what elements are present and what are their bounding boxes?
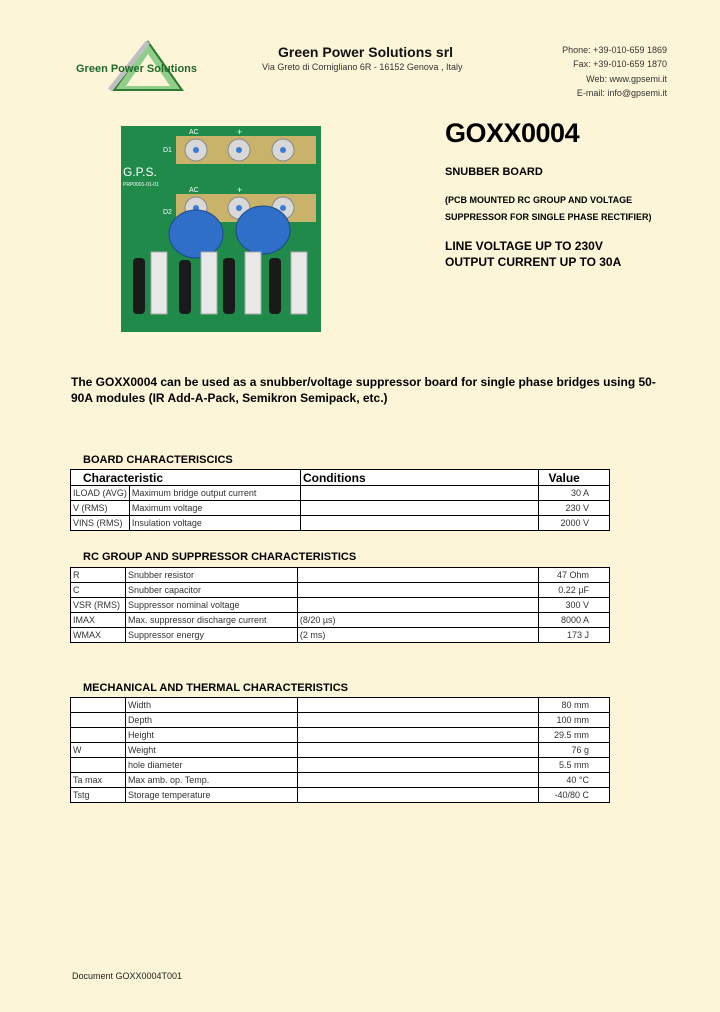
header-value: Value — [539, 470, 610, 486]
cell-symbol: Ta max — [71, 773, 126, 788]
cell-cond — [297, 568, 538, 583]
label-d2: D2 — [163, 209, 172, 216]
table-row — [71, 516, 610, 531]
cell-desc: Depth — [125, 713, 297, 728]
cell-cond — [297, 758, 538, 773]
table-row — [71, 743, 610, 758]
cell-cond: (8/20 µs) — [297, 613, 538, 628]
board-table — [70, 469, 610, 531]
cell-value: 29.5 mm — [539, 728, 610, 743]
cell-symbol: R — [71, 568, 126, 583]
desc-line-2: SUPPRESSOR FOR SINGLE PHASE RECTIFIER) — [445, 212, 652, 222]
table-row — [71, 788, 610, 803]
table-row — [71, 486, 610, 501]
cell-symbol: IMAX — [71, 613, 126, 628]
company-address: Via Greto di Cornigliano 6R - 16152 Genova , Italy — [262, 62, 463, 72]
cell-cond — [297, 713, 538, 728]
cell-desc: Width — [125, 698, 297, 713]
cell-cond — [297, 788, 538, 803]
cell-desc: Maximum voltage — [129, 501, 300, 516]
table-row — [71, 613, 610, 628]
cell-symbol: WMAX — [71, 628, 126, 643]
cell-symbol: ILOAD (AVG) — [71, 486, 130, 501]
label-plus-1: + — [237, 127, 243, 137]
cell-symbol: VSR (RMS) — [71, 598, 126, 613]
email[interactable]: E-mail: info@gpsemi.it — [576, 88, 667, 99]
cell-value: 76 g — [539, 743, 610, 758]
cell-value: 30 A — [539, 486, 610, 501]
cell-cond — [300, 516, 538, 531]
label-ac-1: AC — [189, 129, 199, 136]
cell-desc: hole diameter — [125, 758, 297, 773]
rc-table — [70, 567, 610, 643]
cell-value: 2000 V — [539, 516, 610, 531]
document-id: Document GOXX0004T001 — [72, 971, 183, 981]
table-row — [71, 598, 610, 613]
cell-symbol: VINS (RMS) — [71, 516, 130, 531]
header-conditions: Conditions — [300, 470, 538, 486]
phone: Phone: +39-010-659 1869 — [562, 45, 667, 55]
cell-desc: Max amb. op. Temp. — [125, 773, 297, 788]
cell-cond — [300, 501, 538, 516]
cell-desc: Snubber capacitor — [125, 583, 297, 598]
logo-text: Green Power Solutions — [76, 63, 198, 75]
desc-line-1: (PCB MOUNTED RC GROUP AND VOLTAGE — [445, 195, 633, 205]
rc-section-title: RC GROUP AND SUPPRESSOR CHARACTERISTICS — [83, 551, 357, 563]
cell-value: 80 mm — [539, 698, 610, 713]
table-row — [71, 501, 610, 516]
cell-desc: Suppressor energy — [125, 628, 297, 643]
board-section-title: BOARD CHARACTERISCICS — [83, 454, 233, 466]
cell-value: 0.22 µF — [539, 583, 610, 598]
table-row — [71, 568, 610, 583]
cell-value: 47 Ohm — [539, 568, 610, 583]
label-plus-2: + — [237, 185, 243, 195]
cell-symbol: V (RMS) — [71, 501, 130, 516]
table-row — [71, 728, 610, 743]
table-row — [71, 713, 610, 728]
header-characteristic: Characteristic — [71, 470, 301, 486]
cell-value: 5.5 mm — [539, 758, 610, 773]
cell-value: 40 °C — [539, 773, 610, 788]
cell-desc: Insulation voltage — [129, 516, 300, 531]
cell-desc: Max. suppressor discharge current — [125, 613, 297, 628]
cell-value: 8000 A — [539, 613, 610, 628]
cell-cond — [297, 583, 538, 598]
cell-desc: Snubber resistor — [125, 568, 297, 583]
label-part: PRP0001-01-01 — [123, 182, 159, 188]
label-ac-2: AC — [189, 187, 199, 194]
cell-value: 300 V — [539, 598, 610, 613]
cell-symbol: Tstg — [71, 788, 126, 803]
table-row — [71, 698, 610, 713]
web[interactable]: Web: www.gpsemi.it — [586, 73, 667, 84]
cell-symbol — [71, 758, 126, 773]
cell-value: 100 mm — [539, 713, 610, 728]
cell-symbol — [71, 698, 126, 713]
cell-value: -40/80 C — [539, 788, 610, 803]
cell-desc: Weight — [125, 743, 297, 758]
cell-cond — [300, 486, 538, 501]
table-row — [71, 758, 610, 773]
cell-value: 230 V — [539, 501, 610, 516]
product-description — [445, 192, 652, 226]
product-spec — [445, 238, 621, 270]
contact-block — [562, 43, 667, 101]
cell-symbol: C — [71, 583, 126, 598]
mech-table — [70, 697, 610, 803]
cell-cond — [297, 773, 538, 788]
cell-cond: (2 ms) — [297, 628, 538, 643]
company-name: Green Power Solutions srl — [278, 44, 454, 60]
cell-symbol — [71, 728, 126, 743]
spec-line-2: OUTPUT CURRENT UP TO 30A — [445, 255, 622, 269]
cell-desc: Height — [125, 728, 297, 743]
cell-cond — [297, 743, 538, 758]
mech-section-title: MECHANICAL AND THERMAL CHARACTERISTICS — [83, 682, 349, 694]
product-code: GOXX0004 — [445, 118, 580, 148]
spec-line-1: LINE VOLTAGE UP TO 230V — [445, 239, 603, 253]
cell-cond — [297, 598, 538, 613]
board-table-header — [71, 470, 610, 486]
cell-value: 173 J — [539, 628, 610, 643]
product-subtitle: SNUBBER BOARD — [445, 166, 543, 178]
cell-desc: Storage temperature — [125, 788, 297, 803]
cell-cond — [297, 698, 538, 713]
cell-cond — [297, 728, 538, 743]
cell-symbol — [71, 713, 126, 728]
cell-desc: Maximum bridge output current — [129, 486, 300, 501]
label-d1: D1 — [163, 147, 172, 154]
table-row — [71, 773, 610, 788]
table-row — [71, 628, 610, 643]
label-gps: G.P.S. — [123, 165, 157, 179]
cell-symbol: W — [71, 743, 126, 758]
fax: Fax: +39-010-659 1870 — [573, 59, 667, 70]
board-photo — [121, 126, 321, 332]
cell-desc: Suppressor nominal voltage — [125, 598, 297, 613]
intro-paragraph: The GOXX0004 can be used as a snubber/voltage suppressor board for single phase bridges using 50-90A modules (IR Add-A-Pack, Semikron Semipack, etc.) — [71, 375, 656, 405]
table-row — [71, 583, 610, 598]
